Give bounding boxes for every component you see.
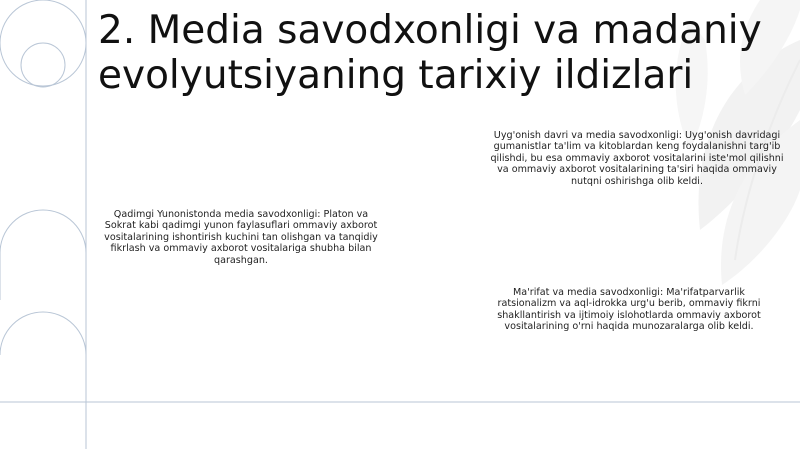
slide-title: 2. Media savodxonligi va madaniy evolyutsiyaning tarixiy ildizlari	[98, 8, 762, 98]
ancient-greece-text: Qadimgi Yunonistonda media savodxonligi: Platon va Sokrat kabi qadimgi yunon faylasuflari ommaviy axborot vositalarining ishontirish kuchini tan olishgan va tanqidiy fikrlash va ommaviy axborot vositalariga shubha bilan qarashgan.	[104, 209, 378, 266]
enlightenment-text: Ma'rifat va media savodxonligi: Ma'rifatparvarlik ratsionalizm va aql-idrokka urg'u berib, ommaviy fikrni shakllantirish va ijtimoiy islohotlarda ommaviy axborot vositalarining o'rni haqida munozaralarga olib keldi.	[497, 287, 761, 333]
renaissance-text: Uyg'onish davri va media savodxonligi: Uyg'onish davridagi gumanistlar ta'lim va kitoblardan keng foydalanishni targ'ib qilishdi, bu esa ommaviy axborot vositalarini iste'mol qilishni va ommaviy axborot vositalarining ta'siri haqida ommaviy nutqni oshirishga olib keldi.	[490, 130, 784, 187]
